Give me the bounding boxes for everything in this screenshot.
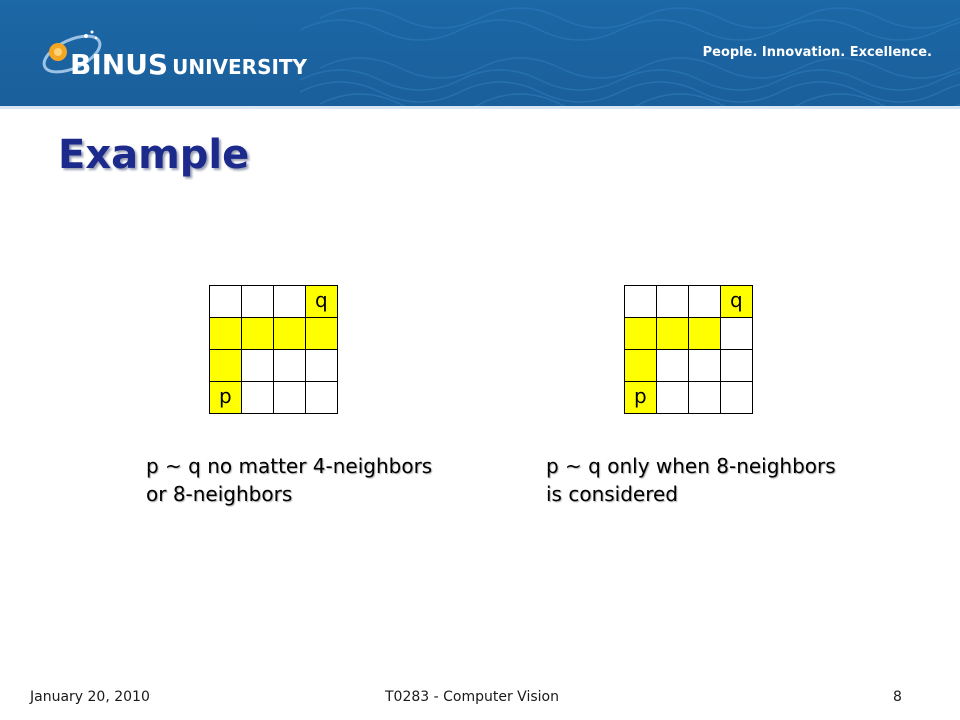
right-pixel-grid bbox=[624, 285, 753, 414]
right-caption bbox=[546, 452, 836, 508]
slide-header bbox=[0, 0, 960, 109]
logo-sub-text: UNIVERSITY bbox=[172, 55, 308, 79]
right-cell-r1-c2 bbox=[689, 318, 721, 350]
left-cell-r0-c1 bbox=[242, 286, 274, 318]
right-cell-r0-c2 bbox=[689, 286, 721, 318]
left-caption bbox=[146, 452, 432, 508]
right-cell-r1-c3 bbox=[721, 318, 753, 350]
right-cell-r1-c1 bbox=[657, 318, 689, 350]
right-pixel-label-q: q bbox=[730, 288, 743, 312]
right-cell-r2-c3 bbox=[721, 350, 753, 382]
left-cell-r2-c3 bbox=[306, 350, 338, 382]
right-cell-r2-c1 bbox=[657, 350, 689, 382]
left-cell-r2-c0 bbox=[210, 350, 242, 382]
right-caption-line1: p ~ q only when 8-neighbors bbox=[546, 454, 836, 478]
right-cell-r0-c1 bbox=[657, 286, 689, 318]
right-cell-r3-c0 bbox=[625, 382, 657, 414]
right-cell-r3-c3 bbox=[721, 382, 753, 414]
right-cell-r0-c3 bbox=[721, 286, 753, 318]
left-cell-r1-c0 bbox=[210, 318, 242, 350]
right-cell-r0-c0 bbox=[625, 286, 657, 318]
left-cell-r3-c3 bbox=[306, 382, 338, 414]
right-cell-r3-c2 bbox=[689, 382, 721, 414]
left-cell-r1-c1 bbox=[242, 318, 274, 350]
footer-page-number: 8 bbox=[893, 689, 902, 705]
left-cell-r2-c1 bbox=[242, 350, 274, 382]
left-pixel-label-p: p bbox=[219, 384, 232, 408]
left-pixel-grid bbox=[209, 285, 338, 414]
left-cell-r3-c0 bbox=[210, 382, 242, 414]
left-cell-r1-c3 bbox=[306, 318, 338, 350]
left-cell-r2-c2 bbox=[274, 350, 306, 382]
left-cell-r3-c1 bbox=[242, 382, 274, 414]
left-cell-r0-c2 bbox=[274, 286, 306, 318]
slide-title: Example bbox=[58, 132, 250, 178]
logo-wordmark bbox=[70, 48, 307, 81]
left-caption-line1: p ~ q no matter 4-neighbors bbox=[146, 454, 433, 478]
footer-date: January 20, 2010 bbox=[30, 689, 150, 705]
right-pixel-label-p: p bbox=[634, 384, 647, 408]
right-cell-r2-c0 bbox=[625, 350, 657, 382]
right-cell-r2-c2 bbox=[689, 350, 721, 382]
header-tagline: People. Innovation. Excellence. bbox=[702, 45, 932, 60]
left-cell-r0-c0 bbox=[210, 286, 242, 318]
left-cell-r1-c2 bbox=[274, 318, 306, 350]
left-caption-line2: or 8-neighbors bbox=[146, 482, 293, 506]
right-cell-r1-c0 bbox=[625, 318, 657, 350]
left-cell-r0-c3 bbox=[306, 286, 338, 318]
logo-main-text: BINUS bbox=[70, 48, 169, 81]
footer-course: T0283 - Computer Vision bbox=[385, 689, 559, 705]
left-pixel-label-q: q bbox=[315, 288, 328, 312]
left-cell-r3-c2 bbox=[274, 382, 306, 414]
right-cell-r3-c1 bbox=[657, 382, 689, 414]
right-caption-line2: is considered bbox=[546, 482, 679, 506]
header-divider bbox=[0, 106, 960, 109]
